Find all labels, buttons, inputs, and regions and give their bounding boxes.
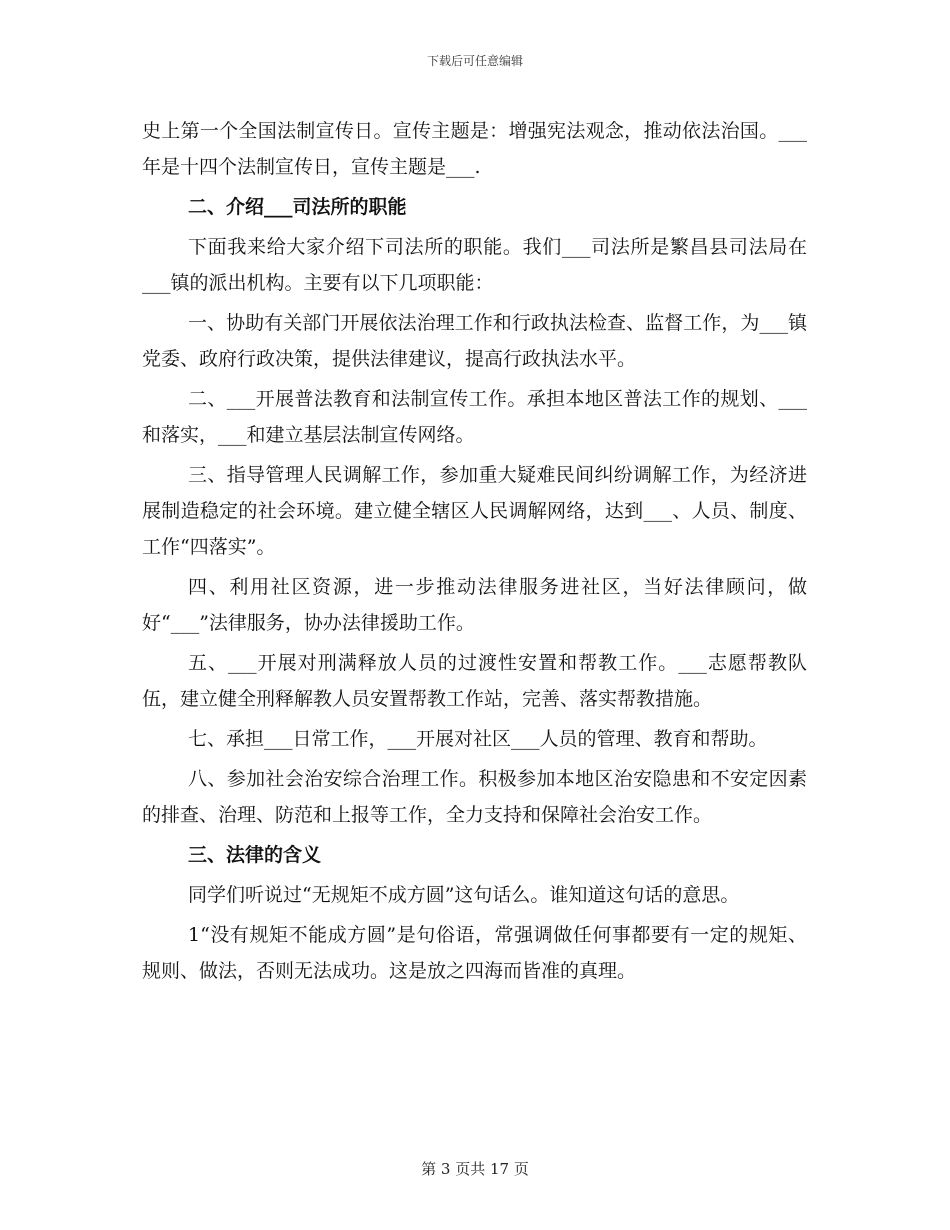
paragraph: 1“没有规矩不能成方圆”是句俗语，常强调做任何事都要有一定的规矩、规则、做法，否则无法成功。这是放之四海而皆准的真理。 <box>142 924 807 982</box>
page-header-note: 下载后可任意编辑 <box>426 54 523 68</box>
paragraph: 四、利用社区资源，进一步推动法律服务进社区，当好法律顾问，做好“___”法律服务，协办法律援助工作。 <box>142 576 807 634</box>
paragraph: 七、承担___日常工作，___开展对社区___人员的管理、教育和帮助。 <box>188 728 768 750</box>
paragraph: 三、指导管理人民调解工作，参加重大疑难民间纠纷调解工作，为经济进展制造稳定的社会环境。建立健全辖区人民调解网络，达到___、人员、制度、工作“四落实”。 <box>142 464 807 558</box>
section-heading: 三、法律的含义 <box>188 844 322 866</box>
paragraph: 下面我来给大家介绍下司法所的职能。我们___司法所是繁昌县司法局在___镇的派出机构。主要有以下几项职能： <box>142 236 807 294</box>
paragraph: 一、协助有关部门开展依法治理工作和行政执法检查、监督工作，为___镇党委、政府行政决策，提供法律建议，提高行政执法水平。 <box>142 312 807 370</box>
paragraph: 史上第一个全国法制宣传日。宣传主题是：增强宪法观念，推动依法治国。___年是十四个法制宣传日，宣传主题是___. <box>142 120 807 178</box>
page-number: 第 3 页共 17 页 <box>421 1160 529 1178</box>
section-heading: 二、介绍___司法所的职能 <box>188 196 407 218</box>
paragraph: 同学们听说过“无规矩不成方圆”这句话么。谁知道这句话的意思。 <box>188 884 740 906</box>
paragraph: 八、参加社会治安综合治理工作。积极参加本地区治安隐患和不安定因素的排查、治理、防范和上报等工作，全力支持和保障社会治安工作。 <box>142 768 807 826</box>
paragraph: 五、___开展对刑满释放人员的过渡性安置和帮教工作。___志愿帮教队伍，建立健全刑释解教人员安置帮教工作站，完善、落实帮教措施。 <box>142 652 807 710</box>
document-body <box>142 113 807 993</box>
paragraph: 二、___开展普法教育和法制宣传工作。承担本地区普法工作的规划、___和落实，___和建立基层法制宣传网络。 <box>142 388 807 446</box>
